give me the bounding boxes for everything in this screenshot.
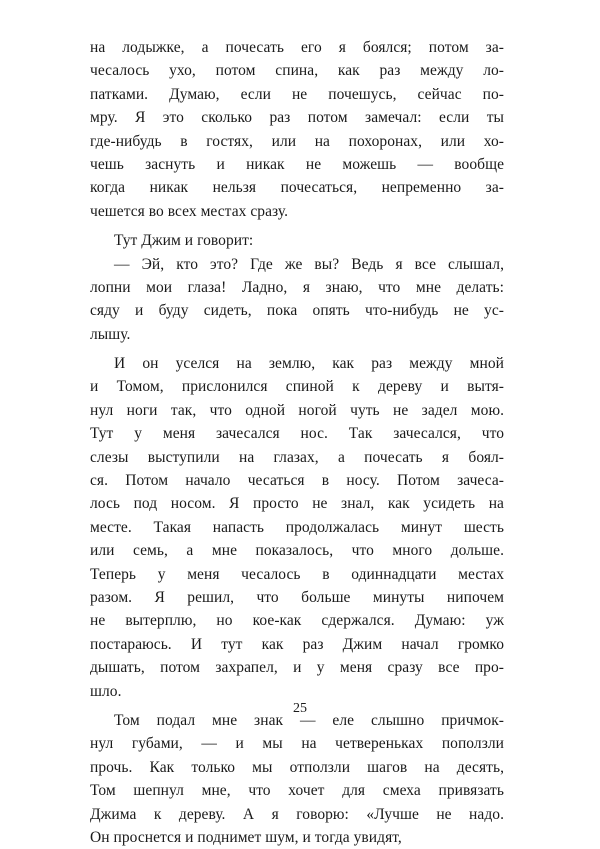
text-line: нул ноги так, что одной ногой чуть не задел мою. bbox=[90, 401, 504, 419]
paragraph bbox=[90, 253, 504, 347]
text-line: на лодыжке, а почесать его я боялся; потом за- bbox=[90, 39, 504, 56]
text-line: где-нибудь в гостях, или на похоронах, или хо- bbox=[90, 132, 504, 150]
text-line: Теперь у меня чесалось в одиннадцати местах bbox=[90, 565, 504, 583]
text-line: или семь, а мне показалось, что много дольше. bbox=[90, 542, 504, 560]
body-text bbox=[90, 36, 504, 849]
text-line: Джима к дереву. А я говорю: «Лучше не надо. bbox=[90, 805, 504, 823]
text-line: чесалось ухо, потом спина, как раз между ло- bbox=[90, 62, 504, 80]
text-line: ся. Потом начало чесаться в носу. Потом зачеса- bbox=[90, 472, 504, 490]
text-line: И он уселся на землю, как раз между мной bbox=[114, 355, 504, 373]
text-line: чешь заснуть и никак не можешь — вообще bbox=[90, 155, 504, 173]
text-line: нул губами, — и мы на четвереньках поползли bbox=[90, 735, 504, 753]
text-line: сяду и буду сидеть, пока опять что-нибудь не ус- bbox=[90, 302, 504, 320]
paragraph bbox=[90, 352, 504, 703]
text-line: патками. Думаю, если не почешусь, сейчас по- bbox=[90, 85, 504, 103]
text-line: месте. Такая напасть продолжалась минут шесть bbox=[90, 518, 504, 536]
text-line: шло. bbox=[90, 682, 122, 700]
text-line: лопни мои глаза! Ладно, я знаю, что мне делать: bbox=[90, 278, 504, 296]
text-line: разом. Я решил, что больше минуты нипочем bbox=[90, 588, 504, 606]
text-line: Том подал мне знак — еле слышно причмок- bbox=[114, 711, 504, 729]
text-line: прочь. Как только мы отползли шагов на десять, bbox=[90, 758, 504, 776]
text-line: постараюсь. И тут как раз Джим начал громко bbox=[90, 635, 504, 653]
paragraph bbox=[90, 229, 504, 252]
text-line: слезы выступили на глазах, а почесать я боял- bbox=[90, 448, 504, 466]
text-line: лышу. bbox=[90, 325, 131, 343]
text-line: Тут Джим и говорит: bbox=[114, 232, 254, 250]
paragraph bbox=[90, 36, 504, 223]
text-line: и Томом, прислонился спиной к дереву и вытя- bbox=[90, 378, 504, 396]
text-line: чешется во всех местах сразу. bbox=[90, 202, 289, 220]
text-line: — Эй, кто это? Где же вы? Ведь я все слышал, bbox=[114, 255, 504, 273]
text-line: не вытерплю, но кое-как сдержался. Думаю: уж bbox=[90, 612, 504, 630]
text-line: Том шепнул мне, что хочет для смеха привязать bbox=[90, 782, 504, 800]
text-line: Он проснется и поднимет шум, и тогда увидят, bbox=[90, 828, 402, 846]
text-line: Тут у меня зачесался нос. Так зачесался, что bbox=[90, 425, 504, 443]
paragraph bbox=[90, 709, 504, 849]
text-line: дышать, потом захрапел, и у меня сразу все про- bbox=[90, 659, 504, 677]
text-line: мру. Я это сколько раз потом замечал: если ты bbox=[90, 109, 504, 127]
page-number: 25 bbox=[293, 701, 307, 716]
text-line: лось под носом. Я просто не знал, как усидеть на bbox=[90, 495, 504, 513]
text-line: когда никак нельзя почесаться, непременно за- bbox=[90, 179, 504, 197]
